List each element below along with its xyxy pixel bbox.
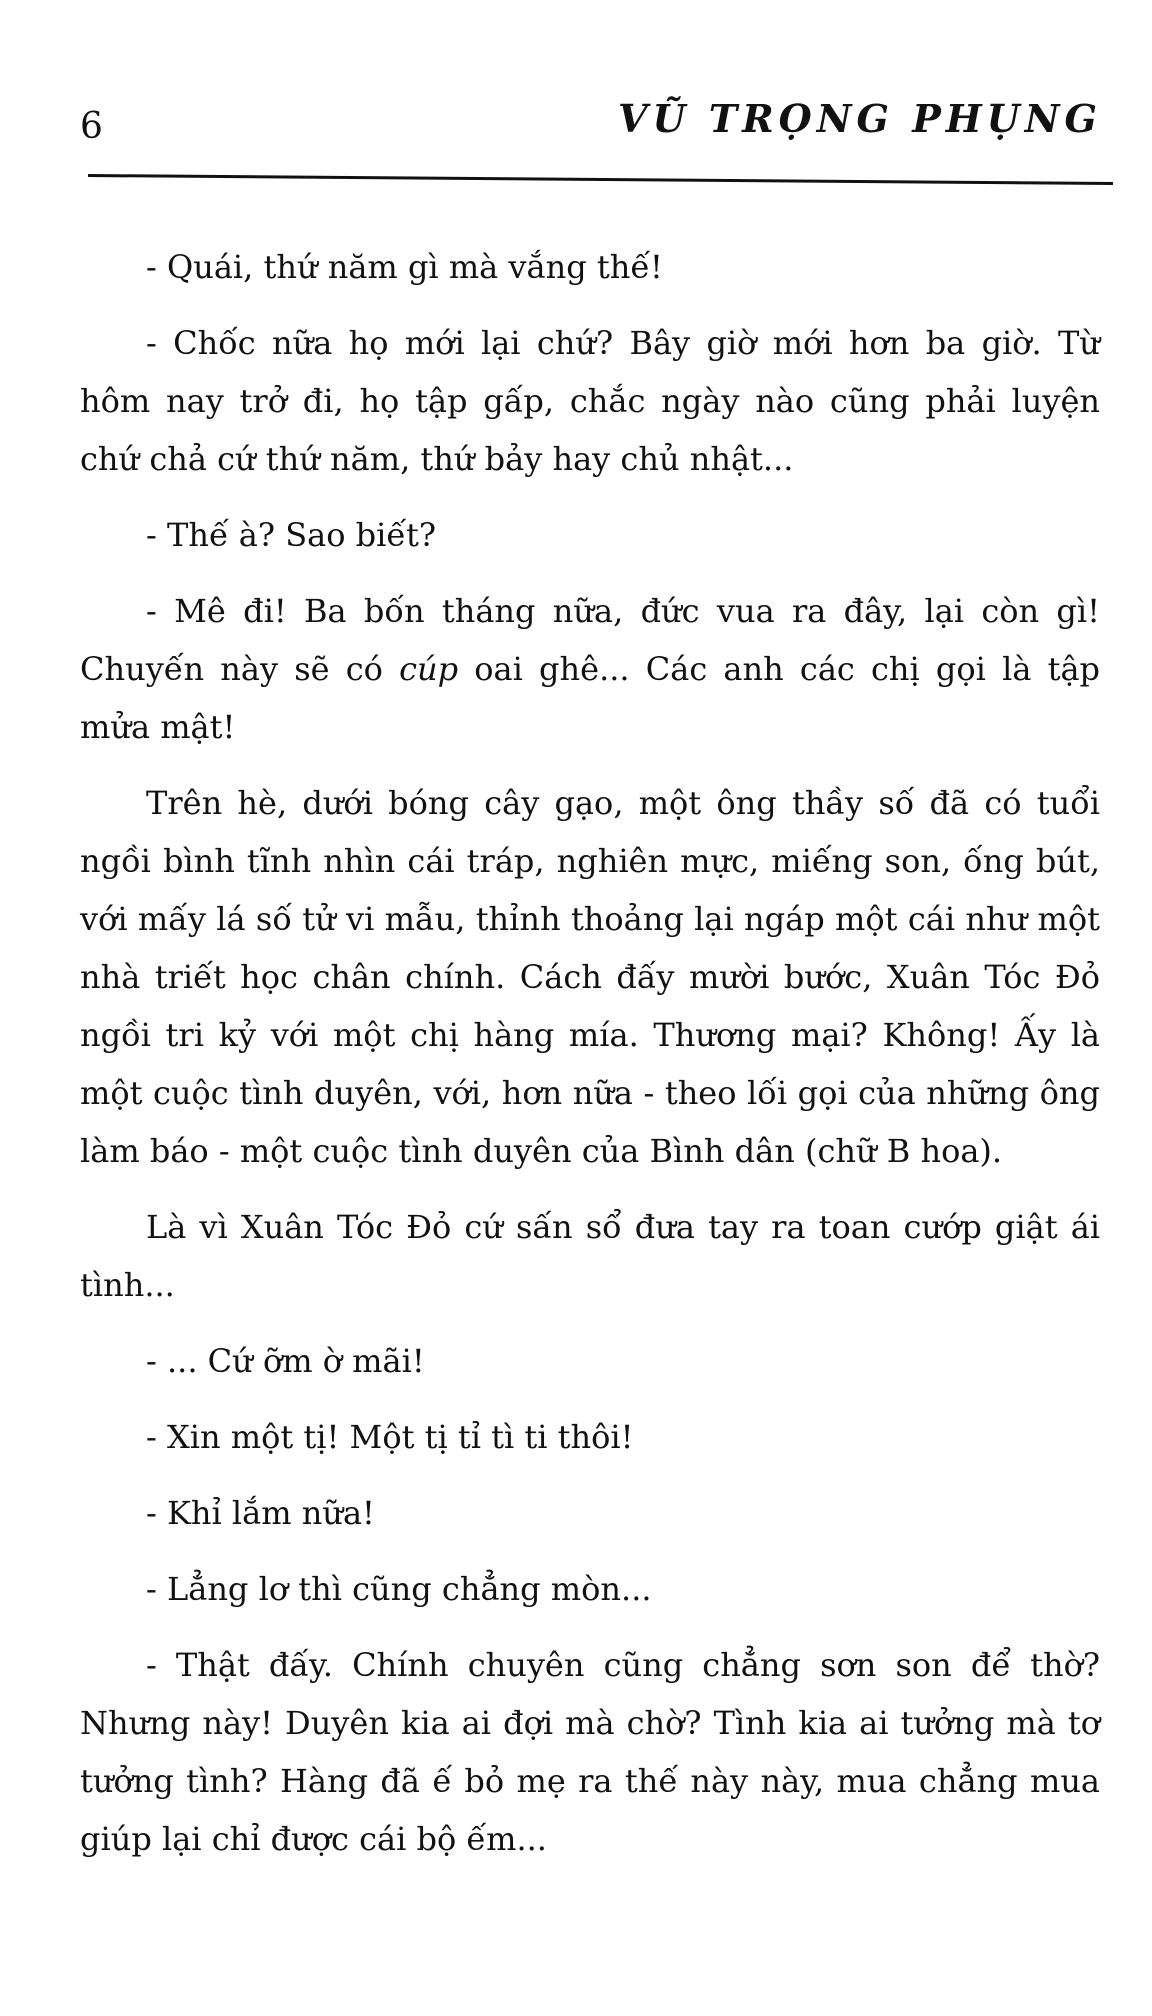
body-text (80, 238, 1100, 1886)
italic-word: cúp (399, 650, 459, 688)
paragraph: - Quái, thứ năm gì mà vắng thế! (146, 248, 663, 286)
paragraph: - Thật đấy. Chính chuyên cũng chẳng sơn son để thờ? Nhưng này! Duyên kia ai đợi mà chờ? Tình kia ai tưởng mà tơ tưởng tình? Hàng đã ế bỏ mẹ ra thế này này, mua chẳng mua giúp lại chỉ được cái bộ ếm... (80, 1646, 1100, 1858)
paragraph: - Chốc nữa họ mới lại chứ? Bây giờ mới hơn ba giờ. Từ hôm nay trở đi, họ tập gấp, chắc ngày nào cũng phải luyện chứ chả cứ thứ năm, thứ bảy hay chủ nhật... (80, 324, 1100, 478)
paragraph: - Xin một tị! Một tị tỉ tì ti thôi! (146, 1418, 634, 1456)
paragraph-text: oai ghê... Các anh các chị gọi là tập mửa mật! (80, 650, 1101, 746)
paragraph: - Lẳng lơ thì cũng chẳng mòn... (146, 1570, 652, 1608)
paragraph: Là vì Xuân Tóc Đỏ cứ sấn sổ đưa tay ra toan cướp giật ái tình... (80, 1208, 1100, 1304)
paragraph: - Khỉ lắm nữa! (146, 1494, 375, 1532)
header-rule (88, 174, 1113, 185)
running-header (80, 96, 1102, 156)
paragraph-text: - Mê đi! Ba bốn tháng nữa, đức vua ra đây, lại còn gì! Chuyến này sẽ có (80, 592, 1100, 688)
paragraph: - ... Cứ ỡm ờ mãi! (146, 1342, 425, 1380)
paragraph: Trên hè, dưới bóng cây gạo, một ông thầy số đã có tuổi ngồi bình tĩnh nhìn cái tráp, nghiên mực, miếng son, ống bút, với mấy lá số tử vi mẫu, thỉnh thoảng lại ngáp một cái như một nhà triết học chân chính. Cách đấy mười bước, Xuân Tóc Đỏ ngồi tri kỷ với một chị hàng mía. Thương mại? Không! Ấy là một cuộc tình duyên, với, hơn nữa - theo lối gọi của những ông làm báo - một cuộc tình duyên của Bình dân (chữ B hoa). (80, 784, 1100, 1170)
paragraph: - Thế à? Sao biết? (146, 516, 437, 554)
paragraph (80, 582, 1100, 756)
page-number: 6 (80, 106, 103, 147)
author-name: VŨ TRỌNG PHỤNG (617, 96, 1102, 141)
